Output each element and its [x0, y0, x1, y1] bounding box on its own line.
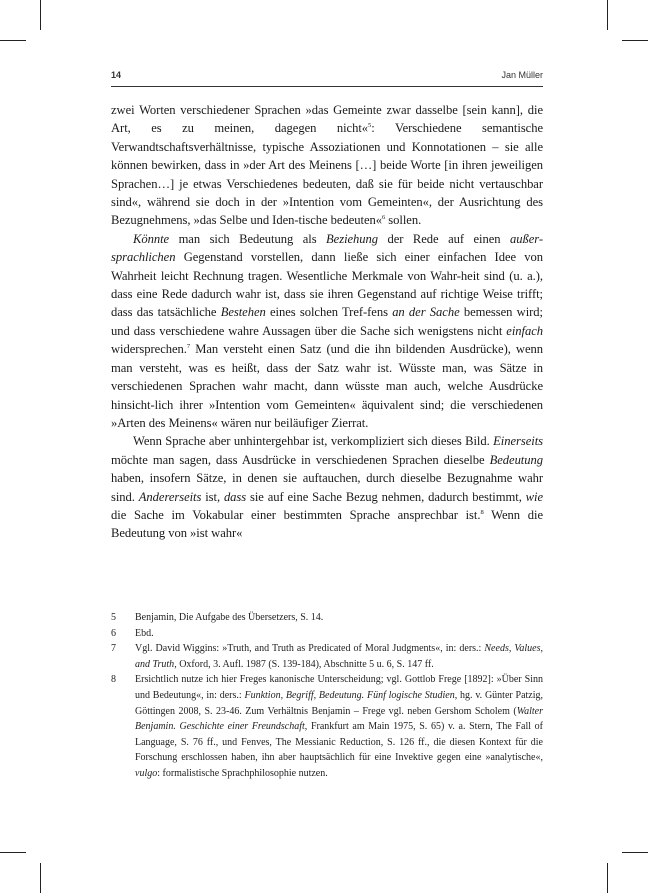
page-number: 14	[111, 70, 122, 80]
footnote-number: 8	[111, 674, 116, 686]
crop-mark-top-right-h	[622, 40, 648, 41]
footnote-8	[111, 672, 543, 781]
crop-mark-bottom-right	[607, 863, 608, 893]
paragraph-3-text: möchte man sagen, dass Ausdrücke in verschiedenen Sprachen dieselbe	[111, 452, 490, 467]
footnote-title: Needs, Values, and Truth	[135, 643, 543, 670]
footnote-ref-6[interactable]: 6	[381, 214, 386, 222]
footnote-number: 6	[111, 627, 116, 639]
footnote-text: : formalistische Sprachphilosophie nutzen.	[157, 767, 328, 779]
paragraph-1	[111, 101, 543, 230]
footnote-text: Ersichtlich nutze ich hier Freges kanonische Unterscheidung; vgl. Gottlob Frege [1892]: »Über Sinn und Bedeutung«, in: ders.:	[135, 674, 543, 701]
emphasis: außer-sprachlichen	[111, 231, 543, 265]
paragraph-2-text: Gegenstand vorstellen, dann ließe sich einer einfachen Idee von Wahrheit leicht Rechnung tragen. Wesentliche Merkmale von Wahr-heit sind (u. a.), dass eine Rede dadurch wahr ist, dass sie ihren Gegenstand auf richtige Weise trifft; dass das tatsächliche	[111, 250, 543, 320]
emphasis: Bestehen	[220, 305, 266, 320]
footnote-ref-7[interactable]: 7	[186, 343, 191, 351]
header-rule	[111, 86, 543, 87]
paragraph-3-text: sie auf eine Sache Bezug nehmen, dadurch bestimmt,	[246, 489, 526, 504]
footnote-7	[111, 641, 543, 672]
emphasis: an der Sache	[392, 305, 460, 320]
footnote-number: 5	[111, 612, 116, 623]
paragraph-3-text: die Sache im Vokabular einer bestimmten Sprache ansprechbar ist.	[111, 507, 481, 522]
emphasis: Beziehung	[326, 231, 379, 246]
paragraph-2-text: bemessen wird; und dass verschiedene wahre Aussagen über die Sache sich wenigstens nicht	[111, 305, 543, 338]
emphasis: Könnte	[133, 231, 170, 246]
crop-mark-bottom-right-h	[622, 852, 648, 853]
footnote-text: Vgl. David Wiggins: »Truth, and Truth as Predicated of Moral Judgments«, in: ders.:	[135, 643, 485, 655]
paragraph-1-text: : Verschiedene semantische Verwandtschaftsverhältnisse, typische Assoziationen und Konnotationen – sie alle können bewirken, dass in »der Art des Meinens […] beide Worte [in ihren jeweiligen Sprachen…] je etwas Verschiedenes bedeuten, daß sie für beide nicht vertauschbar sind«, während sie doch in der »Intention vom Gemeinten«, der Ausrichtung des Bezugnehmens, »das Selbe und Iden-tische bedeuten«	[111, 121, 543, 228]
footnote-text: , Frankfurt am Main 1975, S. 65) v. a. Stern, The Fall of Language, S. 76 ff., und Fenves, The Messianic Reduction, S. 126 ff., die diesen Kontext für die Forschung erschlossen haben, ihn aber hauptsächlich für eine Invektive gegen eine »analytische«,	[135, 721, 544, 764]
crop-mark-top-left-h	[0, 40, 26, 41]
running-header-author: Jan Müller	[501, 70, 543, 80]
footnote-6	[111, 626, 543, 642]
paragraph-2-text: Man versteht einen Satz (und die ihn bildenden Ausdrücke), wenn man versteht, was es heißt, dass der Satz wahr ist. Wüsste man, was Sätze in verschiedenen Sprachen wahr macht, dann wüsste man auch, welche Ausdrücke hinsicht-lich ihrer »Intention vom Gemeinten« äquivalent sind; die verschiedenen »Arten des Meinens« wären nur beiläufiger Zierrat.	[111, 342, 543, 430]
footnote-text: , hg. v. Günter Patzig, Göttingen 2008, S. 23-46. Zum Verhältnis Benjamin – Frege vgl. neben Gershom Scholem (	[135, 689, 543, 717]
paragraph-2-text: der Rede auf einen	[378, 231, 510, 246]
footnote-text: , Oxford, 3. Aufl. 1987 (S. 139-184), Abschnitte 5 u. 6, S. 147 ff.	[174, 658, 434, 670]
body-text	[111, 101, 543, 543]
paragraph-3-text: haben, insofern Sätze, in denen sie auftauchen, durch dieselbe Bezugnahme wahr sind.	[111, 471, 543, 504]
footnote-emphasis: vulgo	[135, 767, 158, 779]
crop-mark-bottom-left	[40, 863, 41, 893]
footnote-ref-8[interactable]: 8	[480, 508, 484, 516]
paragraph-2-text: widersprechen.	[111, 342, 187, 357]
footnote-text: Ebd.	[135, 627, 154, 639]
emphasis: einfach	[506, 323, 543, 338]
emphasis: wie	[525, 489, 543, 504]
crop-mark-top-right	[607, 0, 608, 30]
paragraph-2-text: man sich Bedeutung als	[169, 231, 327, 246]
crop-mark-bottom-left-h	[0, 852, 26, 853]
paragraph-3-text: Wenn Sprache aber unhintergehbar ist, verkompliziert sich dieses Bild.	[133, 434, 494, 449]
footnote-number: 7	[111, 643, 116, 655]
footnote-5	[111, 610, 543, 626]
paragraph-3-text: Wenn die Bedeutung von »ist wahr«	[111, 507, 543, 541]
footnote-title: Funktion, Begriff, Bedeutung. Fünf logische Studien	[244, 689, 455, 701]
footnote-ref-5[interactable]: 5	[368, 122, 372, 130]
emphasis: Bedeutung	[489, 452, 543, 467]
emphasis: Andererseits	[138, 489, 202, 504]
paragraph-1-text: sollen.	[385, 213, 422, 228]
footnote-text: Benjamin, Die Aufgabe des Übersetzers, S. 14.	[135, 612, 324, 623]
running-header	[111, 70, 543, 80]
paragraph-2-text: eines solchen Tref-fens	[265, 305, 393, 320]
paragraph-1-text: zwei Worten verschiedener Sprachen »das Gemeinte zwar dasselbe [sein kann], die Art, es zu meinen, dagegen nicht«	[111, 103, 543, 136]
emphasis: Einerseits	[493, 434, 543, 449]
paragraph-2	[111, 230, 543, 432]
emphasis: dass	[223, 489, 247, 504]
footnotes	[111, 610, 543, 782]
crop-mark-top-left	[40, 0, 41, 30]
footnote-title: Walter Benjamin. Geschichte einer Freundschaft	[135, 705, 543, 733]
paragraph-3	[111, 432, 543, 542]
paragraph-3-text: ist,	[201, 489, 224, 504]
